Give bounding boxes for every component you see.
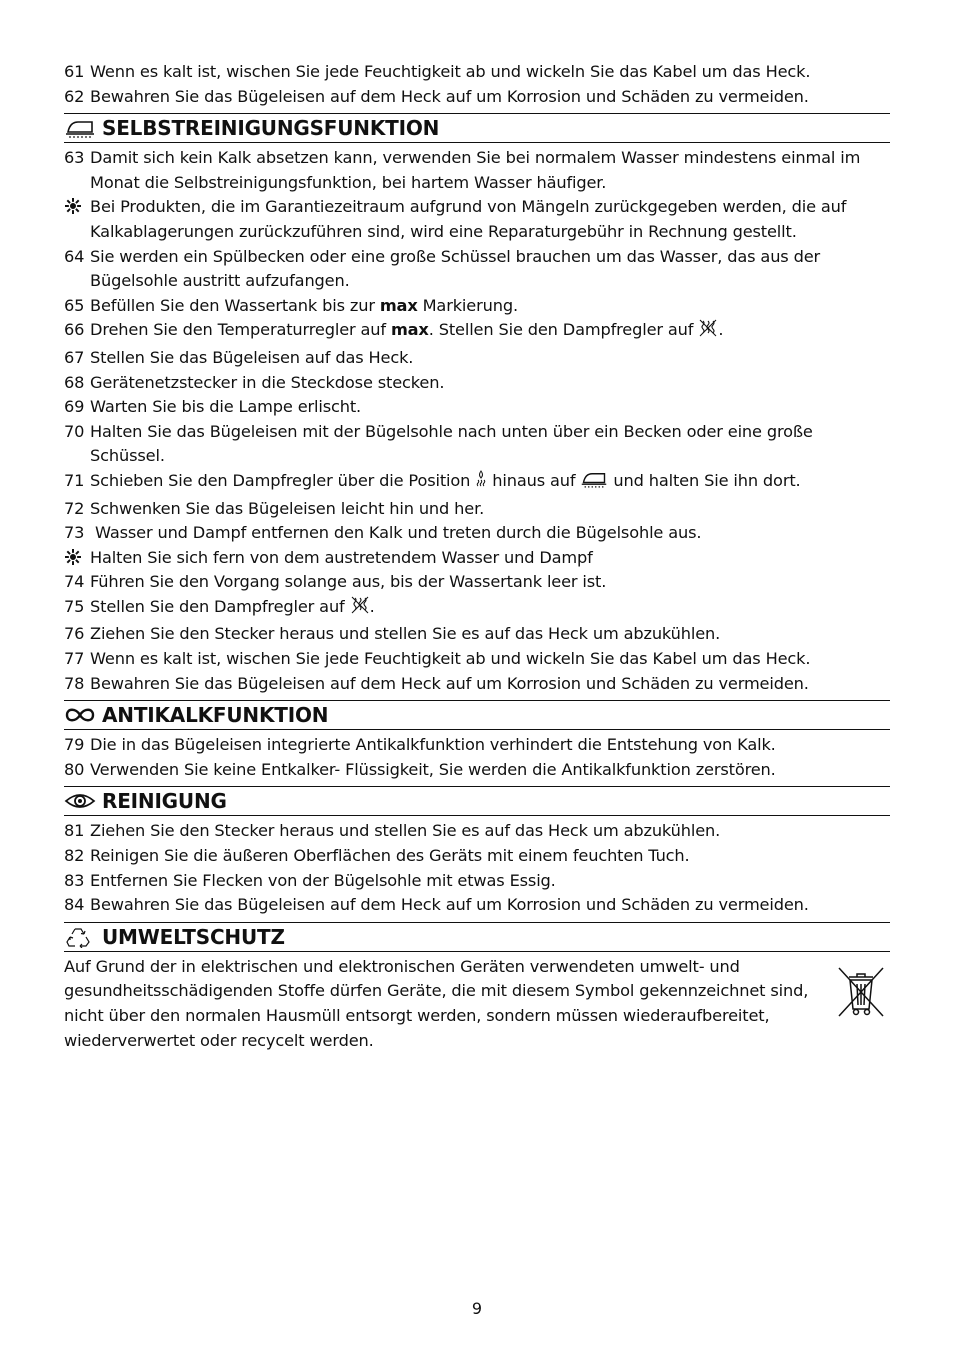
sun-warning-icon xyxy=(64,195,90,244)
item-number: 81 xyxy=(64,821,85,841)
item-number: 71 xyxy=(64,470,85,490)
bold-text: max xyxy=(379,295,418,315)
list-item xyxy=(64,622,890,647)
item-text: Ziehen Sie den Stecker heraus und stellen Sie es auf das Heck um abzukühlen. xyxy=(90,821,721,841)
item-number: 77 xyxy=(64,649,85,669)
item-text: Bei Produkten, die im Garantiezeitraum aufgrund von Mängeln zurückgegeben werden, die auf Kalkablagerungen zurückzuführen sind, wird eine Reparaturgebühr in Rechnung gestellt. xyxy=(90,197,847,241)
text-part: Befüllen Sie den Wassertank bis zur xyxy=(90,295,380,315)
item-text: Führen Sie den Vorgang solange aus, bis der Wassertank leer ist. xyxy=(90,572,607,592)
item-text: Halten Sie sich fern von dem austretendem Wasser und Dampf xyxy=(90,547,593,567)
warning-item xyxy=(64,195,890,244)
list-item xyxy=(64,469,890,497)
no-steam-icon xyxy=(698,318,718,346)
text-part: . xyxy=(718,320,724,340)
item-text: Die in das Bügeleisen integrierte Antikalkfunktion verhindert die Entstehung von Kalk. xyxy=(90,735,776,755)
item-number: 72 xyxy=(64,498,85,518)
section-title: REINIGUNG xyxy=(102,789,227,814)
item-number: 83 xyxy=(64,870,85,890)
list-item xyxy=(64,146,890,195)
list-item xyxy=(64,395,890,420)
list-item xyxy=(64,595,890,623)
sun-warning-icon xyxy=(64,546,90,571)
item-text xyxy=(90,469,890,497)
section-title: UMWELTSCHUTZ xyxy=(102,924,285,949)
item-number: 70 xyxy=(64,421,85,441)
item-text: Sie werden ein Spülbecken oder eine große Schüssel brauchen um das Wasser, das aus der Bügelsohle austritt aufzufangen. xyxy=(90,246,821,291)
item-text: Wenn es kalt ist, wischen Sie jede Feuchtigkeit ab und wickeln Sie das Kabel um das Heck. xyxy=(90,649,811,669)
list-item xyxy=(64,844,890,869)
item-number: 79 xyxy=(64,735,85,755)
warning-item xyxy=(64,546,890,571)
item-number: 74 xyxy=(64,572,85,592)
item-text: Gerätenetzstecker in die Steckdose stecken. xyxy=(90,372,445,392)
list-item xyxy=(64,497,890,522)
section-heading-anti-calc xyxy=(64,700,890,730)
list-item xyxy=(64,85,890,110)
text-part: . Stellen Sie den Dampfregler auf xyxy=(428,320,699,340)
item-text: Wenn es kalt ist, wischen Sie jede Feuchtigkeit ab und wickeln Sie das Kabel um das Heck. xyxy=(90,62,811,81)
iron-self-clean-icon xyxy=(580,469,608,497)
section-title: ANTIKALKFUNKTION xyxy=(102,703,329,728)
item-number: 61 xyxy=(64,62,85,81)
item-text: Wasser und Dampf entfernen den Kalk und treten durch die Bügelsohle aus. xyxy=(90,523,702,543)
item-text: Stellen Sie das Bügeleisen auf das Heck. xyxy=(90,347,414,367)
recycle-icon xyxy=(64,926,102,948)
item-text: Warten Sie bis die Lampe erlischt. xyxy=(90,397,362,417)
item-number: 63 xyxy=(64,148,85,168)
iron-self-clean-icon xyxy=(64,118,102,138)
item-number: 64 xyxy=(64,246,85,266)
item-number: 67 xyxy=(64,347,85,367)
list-item xyxy=(64,521,890,546)
text-part: hinaus auf xyxy=(487,470,581,490)
item-text xyxy=(90,318,890,346)
item-text: Bewahren Sie das Bügeleisen auf dem Heck auf um Korrosion und Schäden zu vermeiden. xyxy=(90,673,809,693)
manual-page xyxy=(64,60,890,1053)
list-item xyxy=(64,733,890,758)
text-part: Markierung. xyxy=(417,295,518,315)
item-number: 69 xyxy=(64,397,85,417)
list-item xyxy=(64,346,890,371)
steam-drop-icon xyxy=(475,469,487,497)
item-number: 73 xyxy=(64,523,85,543)
environment-paragraph xyxy=(64,955,890,1053)
list-item xyxy=(64,647,890,672)
item-number: 75 xyxy=(64,596,85,616)
paragraph-text: Auf Grund der in elektrischen und elektronischen Geräten verwendeten umwelt- und gesundheitsschädigenden Stoffe dürfen Geräte, die mit diesem Symbol gekennzeichnet sind, nicht über den normalen Hausmüll entsorgt werden, sondern müssen wiederaufbereitet, wiederverwertet oder recycelt werden. xyxy=(64,956,809,1050)
item-number: 65 xyxy=(64,295,85,315)
crossed-out-bin-icon xyxy=(836,955,890,1053)
item-number: 80 xyxy=(64,759,85,779)
list-item xyxy=(64,60,890,85)
list-item xyxy=(64,893,890,918)
item-text: Bewahren Sie das Bügeleisen auf dem Heck auf um Korrosion und Schäden zu vermeiden. xyxy=(90,86,809,106)
item-text: Reinigen Sie die äußeren Oberflächen des Geräts mit einem feuchten Tuch. xyxy=(90,846,690,866)
infinity-icon xyxy=(64,706,102,724)
text-part: . xyxy=(369,596,375,616)
item-number: 82 xyxy=(64,846,85,866)
item-number: 78 xyxy=(64,673,85,693)
text-part: Stellen Sie den Dampfregler auf xyxy=(90,596,350,616)
list-item xyxy=(64,869,890,894)
item-number: 62 xyxy=(64,86,85,106)
list-item xyxy=(64,672,890,697)
item-text: Verwenden Sie keine Entkalker- Flüssigkeit, Sie werden die Antikalkfunktion zerstören. xyxy=(90,759,776,779)
item-text: Halten Sie das Bügeleisen mit der Bügelsohle nach unten über ein Becken oder eine große Schüssel. xyxy=(90,421,813,466)
item-text: Bewahren Sie das Bügeleisen auf dem Heck auf um Korrosion und Schäden zu vermeiden. xyxy=(90,895,809,915)
text-part: Schieben Sie den Dampfregler über die Position xyxy=(90,470,476,490)
item-text: Entfernen Sie Flecken von der Bügelsohle mit etwas Essig. xyxy=(90,870,556,890)
section-heading-environment xyxy=(64,922,890,952)
item-text xyxy=(90,595,890,623)
list-item xyxy=(64,318,890,346)
item-number: 68 xyxy=(64,372,85,392)
item-text: Damit sich kein Kalk absetzen kann, verwenden Sie bei normalem Wasser mindestens einmal im Monat die Selbstreinigungsfunktion, bei hartem Wasser häufiger. xyxy=(90,148,861,192)
eye-icon xyxy=(64,792,102,810)
item-text: Ziehen Sie den Stecker heraus und stellen Sie es auf das Heck um abzukühlen. xyxy=(90,624,721,644)
section-heading-cleaning xyxy=(64,786,890,816)
bold-text: max xyxy=(390,320,429,340)
text-part: und halten Sie ihn dort. xyxy=(608,470,801,490)
text-part: Drehen Sie den Temperaturregler auf xyxy=(90,320,391,340)
list-item xyxy=(64,758,890,783)
page-number: 9 xyxy=(471,1299,483,1318)
item-text xyxy=(90,294,890,319)
list-item xyxy=(64,570,890,595)
list-item xyxy=(64,245,890,294)
section-title: SELBSTREINIGUNGSFUNKTION xyxy=(102,116,440,141)
list-item xyxy=(64,420,890,469)
list-item xyxy=(64,371,890,396)
item-text: Schwenken Sie das Bügeleisen leicht hin und her. xyxy=(90,498,485,518)
item-number: 84 xyxy=(64,895,85,915)
item-number: 66 xyxy=(64,320,85,340)
list-item xyxy=(64,294,890,319)
list-item xyxy=(64,819,890,844)
no-steam-icon xyxy=(350,595,370,623)
section-heading-self-clean xyxy=(64,113,890,143)
item-number: 76 xyxy=(64,624,85,644)
